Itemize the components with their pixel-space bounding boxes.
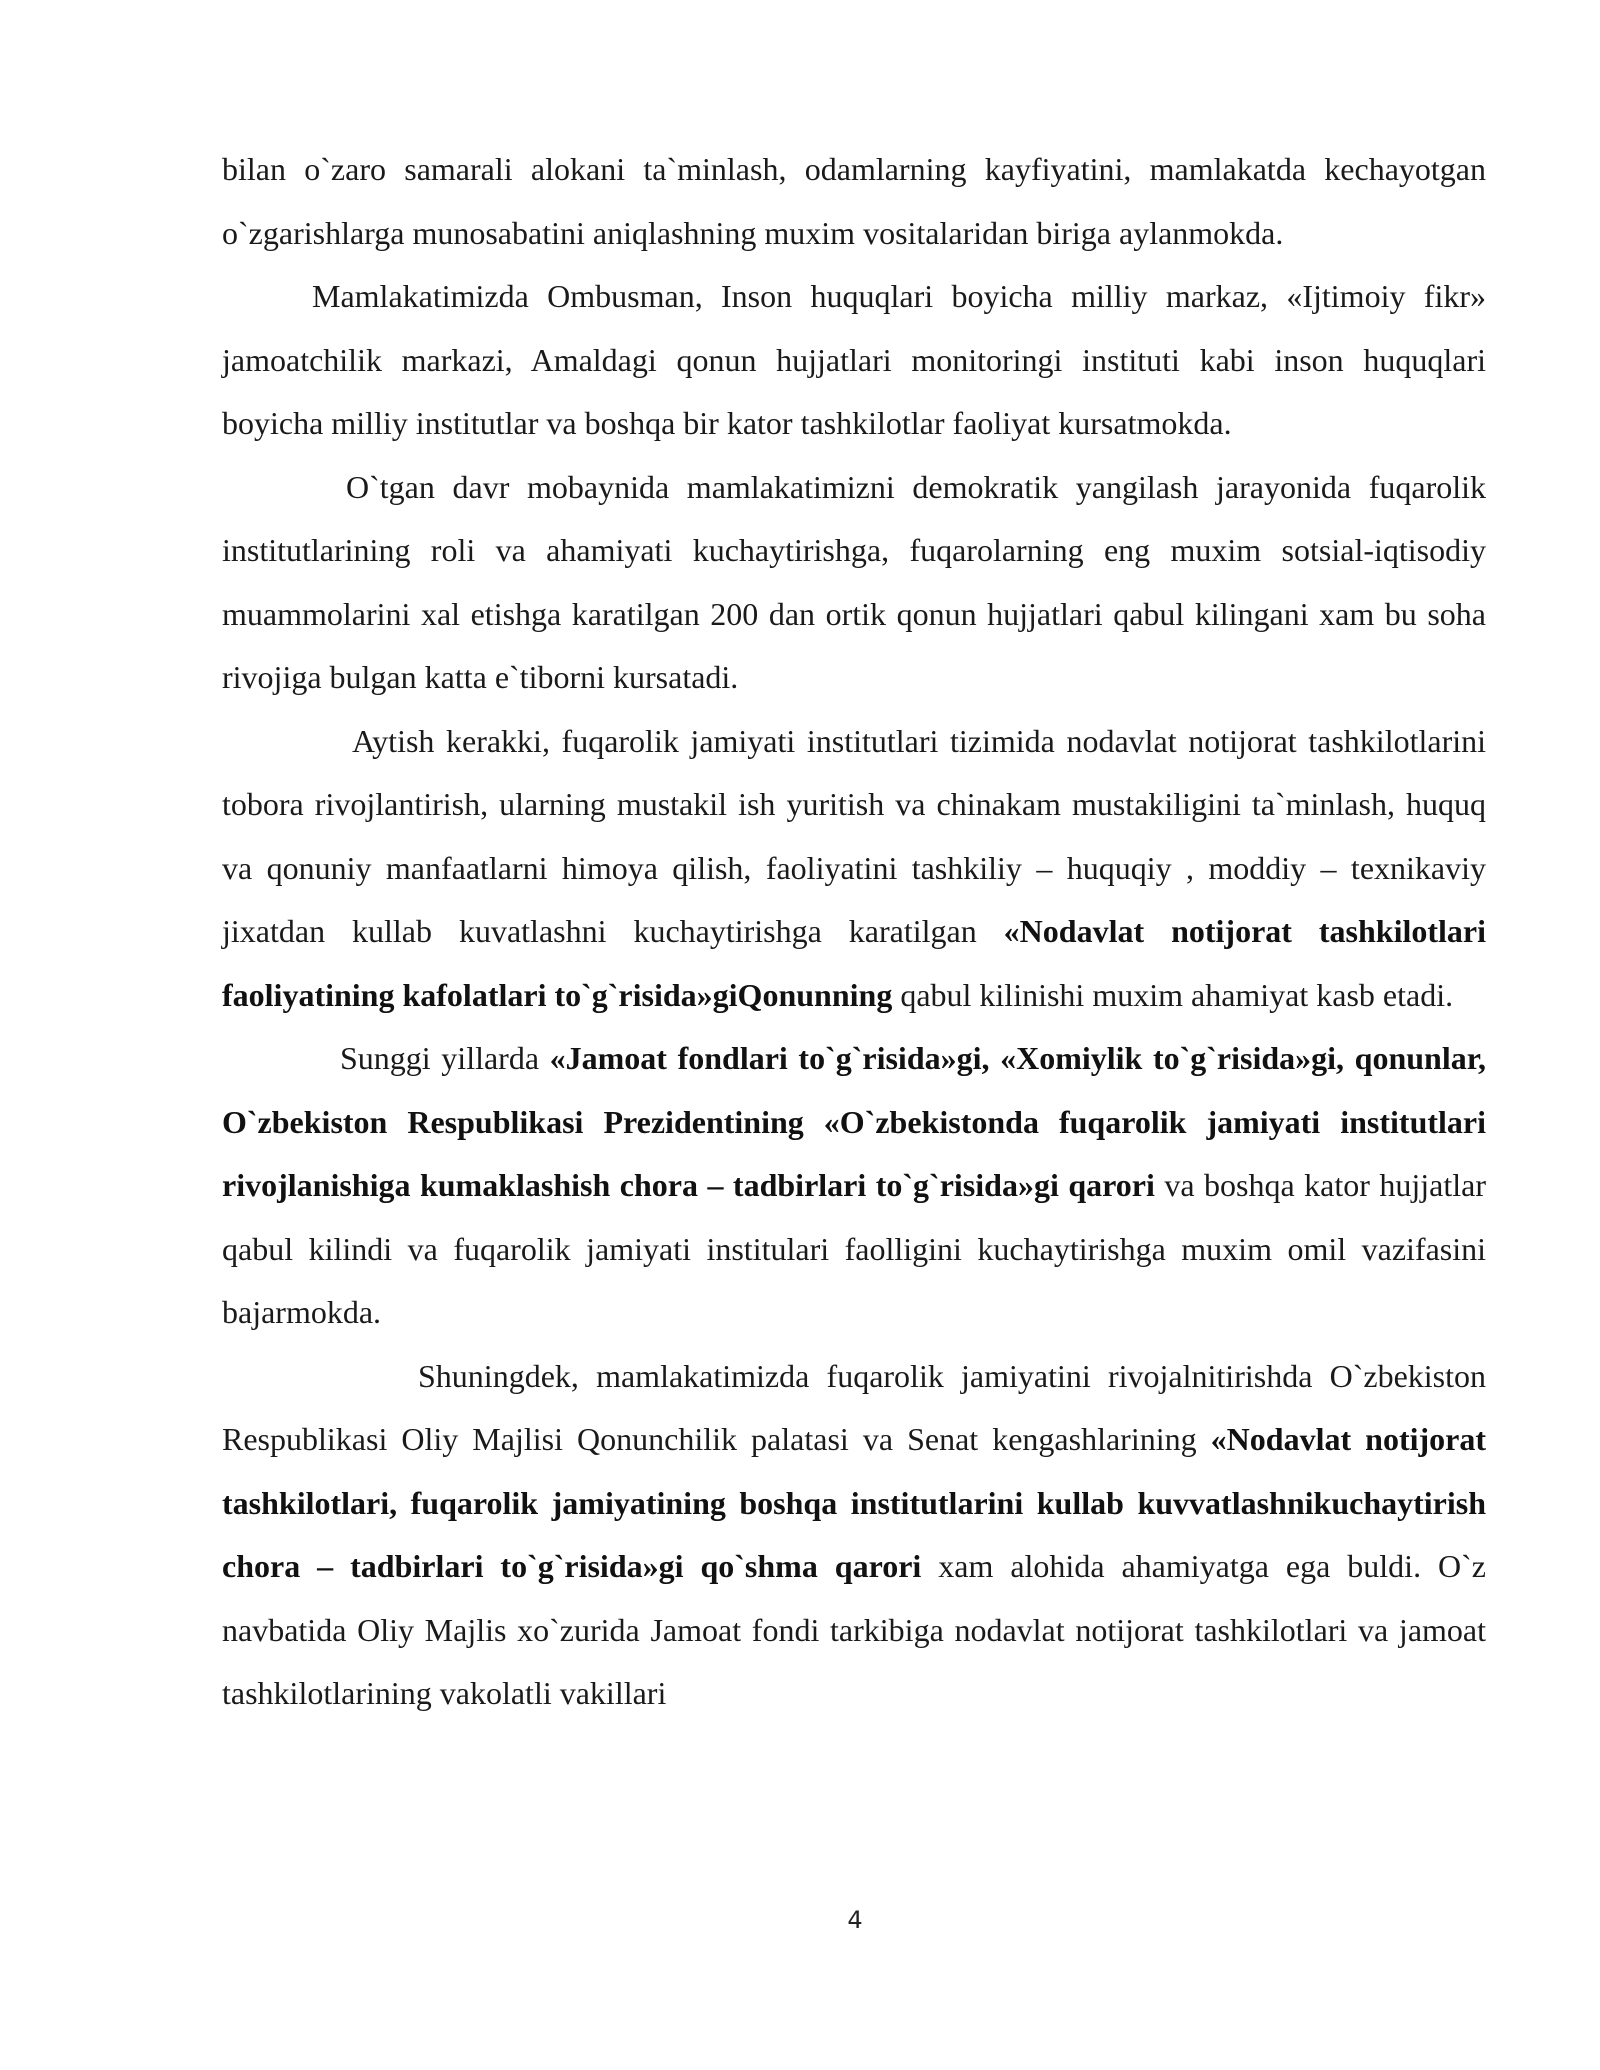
paragraph-text: Mamlakatimizda Ombusman, Inson huquqlari boyicha milliy markaz, «Ijtimoiy fikr» jamoatchilik markazi, Amaldagi qonun hujjatlari monitoringi instituti kabi inson huquqlari boyicha milliy institutlar va boshqa bir kator tashkilotlar faoliyat kursatmokda. (222, 278, 1486, 441)
paragraph-text: xam alohida ahamiyatga ega buldi. O`z navbatida Oliy Majlis xo`zurida Jamoat fondi tarkibiga nodavlat notijorat tashkilotlari va jamoat tashkilotlarining vakolatli vakillari (222, 1548, 1487, 1711)
paragraph-5 (222, 1027, 1486, 1345)
page-number: 4 (847, 1906, 863, 1934)
paragraph-text: qabul kilinishi muxim ahamiyat kasb etadi. (892, 976, 1454, 1013)
resolution-title-bold: «Nodavlat notijorat tashkilotlari, fuqarolik jamiyatining boshqa institutlarini kullab kuvvatlashnikuchaytirish chora – tadbirlari to`g`risida»gi qo`shma qarori (222, 1421, 1487, 1584)
paragraph-text: O`tgan davr mobaynida mamlakatimizni demokratik yangilash jarayonida fuqarolik institutlarining roli va ahamiyati kuchaytirishga, fuqarolarning eng muxim sotsial-iqtisodiy muammolarini xal etishga karatilgan 200 dan ortik qonun hujjatlari qabul kilingani xam bu soha rivojiga bulgan katta e`tiborni kursatadi. (222, 468, 1486, 695)
paragraph-1 (222, 138, 1486, 265)
document-body (222, 138, 1486, 1726)
paragraph-text: Shuningdek, mamlakatimizda fuqarolik jamiyatini rivojalnitirishda O`zbekiston Respublikasi Oliy Majlisi Qonunchilik palatasi va Senat kengashlarining (222, 1357, 1486, 1457)
paragraph-4 (222, 710, 1486, 1028)
paragraph-text: bilan o`zaro samarali alokani ta`minlash, odamlarning kayfiyatini, mamlakatda kechayotgan o`zgarishlarga munosabatini aniqlashning muxim vositalaridan biriga aylanmokda. (222, 151, 1486, 251)
paragraph-text: Sunggi yillarda (340, 1040, 550, 1076)
paragraph-text: va boshqa kator hujjatlar qabul kilindi va fuqarolik jamiyati institulari faolligini kuchaytirishga muxim omil vazifasini bajarmokda. (222, 1167, 1487, 1330)
paragraph-6 (222, 1345, 1486, 1726)
law-title-bold: «Jamoat fondlari to`g`risida»gi, «Xomiylik to`g`risida»gi, qonunlar, O`zbekiston Respublikasi Prezidentining «O`zbekistonda fuqarolik jamiyati institutlari rivojlanishiga kumaklashish chora – tadbirlari to`g`risida»gi qarori (222, 1040, 1486, 1203)
paragraph-2 (222, 265, 1486, 456)
paragraph-text: Aytish kerakki, fuqarolik jamiyati institutlari tizimida nodavlat notijorat tashkilotlarini tobora rivojlantirish, ularning mustakil ish yuritish va chinakam mustakiligini ta`minlash, huquq va qonuniy manfaatlarni himoya qilish, faoliyatini tashkiliy – huquqiy , moddiy – texnikaviy jixatdan kullab kuvatlashni kuchaytirishga karatilgan (222, 722, 1486, 949)
paragraph-3 (222, 456, 1486, 710)
law-title-bold: «Nodavlat notijorat tashkilotlari faoliyatining kafolatlari to`g`risida»giQonunning (222, 913, 1487, 1013)
